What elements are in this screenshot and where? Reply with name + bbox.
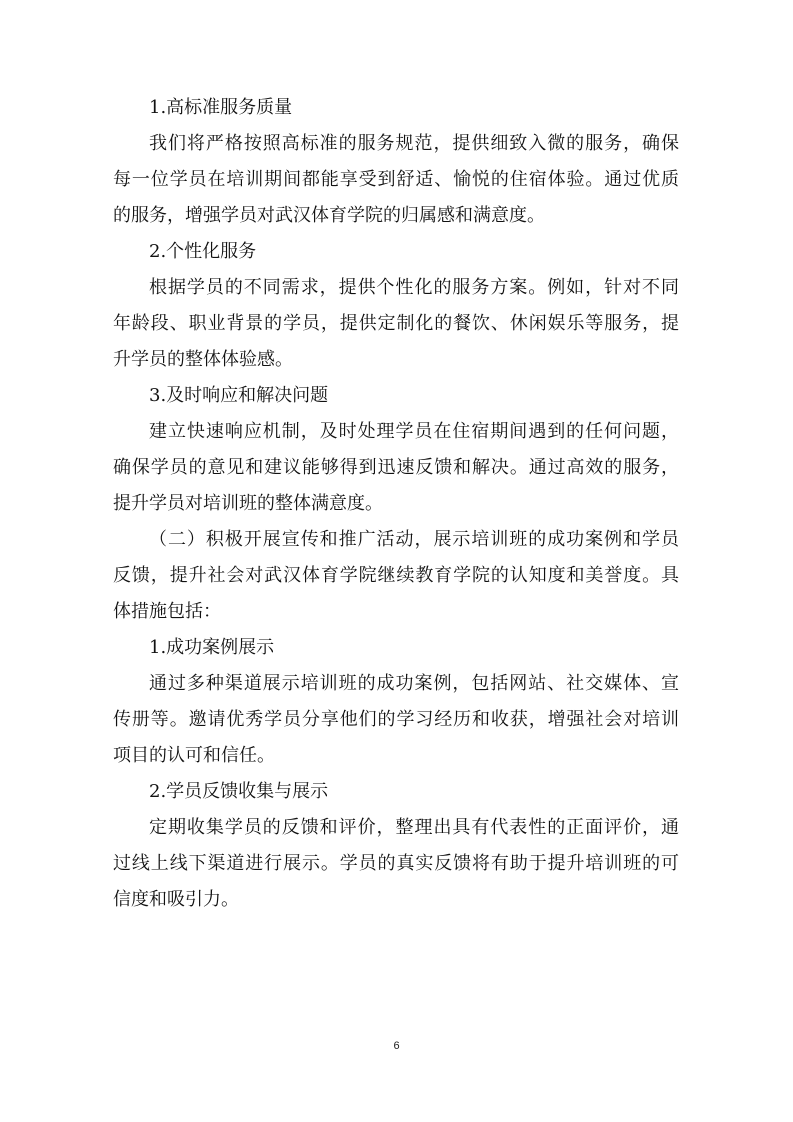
paragraph-line: 反馈，提升社会对武汉体育学院继续教育学院的认知度和美誉度。具 xyxy=(113,565,679,586)
paragraph-line: 年龄段、职业背景的学员，提供定制化的餐饮、休闲娱乐等服务，提 xyxy=(113,313,679,334)
paragraph-line: 升学员的整体体验感。 xyxy=(113,349,293,370)
paragraph-line: （二）积极开展宣传和推广活动，展示培训班的成功案例和学员 xyxy=(149,529,679,550)
section-heading: 2.学员反馈收集与展示 xyxy=(149,781,329,802)
paragraph-line: 定期收集学员的反馈和评价，整理出具有代表性的正面评价，通 xyxy=(149,817,679,838)
paragraph-line: 体措施包括： xyxy=(113,601,221,622)
paragraph-line: 建立快速响应机制，及时处理学员在住宿期间遇到的任何问题， xyxy=(149,421,679,442)
section-heading: 1.高标准服务质量 xyxy=(149,97,293,118)
paragraph-line: 提升学员对培训班的整体满意度。 xyxy=(113,493,383,514)
paragraph-line: 项目的认可和信任。 xyxy=(113,745,275,766)
paragraph-line: 我们将严格按照高标准的服务规范，提供细致入微的服务，确保 xyxy=(149,133,679,154)
paragraph-line: 传册等。邀请优秀学员分享他们的学习经历和收获，增强社会对培训 xyxy=(113,709,679,730)
paragraph-line: 确保学员的意见和建议能够得到迅速反馈和解决。通过高效的服务， xyxy=(113,457,679,478)
paragraph-line: 信度和吸引力。 xyxy=(113,889,239,910)
paragraph-line: 通过多种渠道展示培训班的成功案例，包括网站、社交媒体、宣 xyxy=(149,673,679,694)
document-body xyxy=(113,90,679,918)
section-heading: 2.个性化服务 xyxy=(149,241,257,262)
page-number: 6 xyxy=(393,1040,400,1052)
section-heading: 1.成功案例展示 xyxy=(149,637,275,658)
paragraph-line: 的服务，增强学员对武汉体育学院的归属感和满意度。 xyxy=(113,205,545,226)
section-heading: 3.及时响应和解决问题 xyxy=(149,385,329,406)
paragraph-line: 根据学员的不同需求，提供个性化的服务方案。例如，针对不同 xyxy=(149,277,679,298)
paragraph-line: 过线上线下渠道进行展示。学员的真实反馈将有助于提升培训班的可 xyxy=(113,853,679,874)
paragraph-line: 每一位学员在培训期间都能享受到舒适、愉悦的住宿体验。通过优质 xyxy=(113,169,679,190)
